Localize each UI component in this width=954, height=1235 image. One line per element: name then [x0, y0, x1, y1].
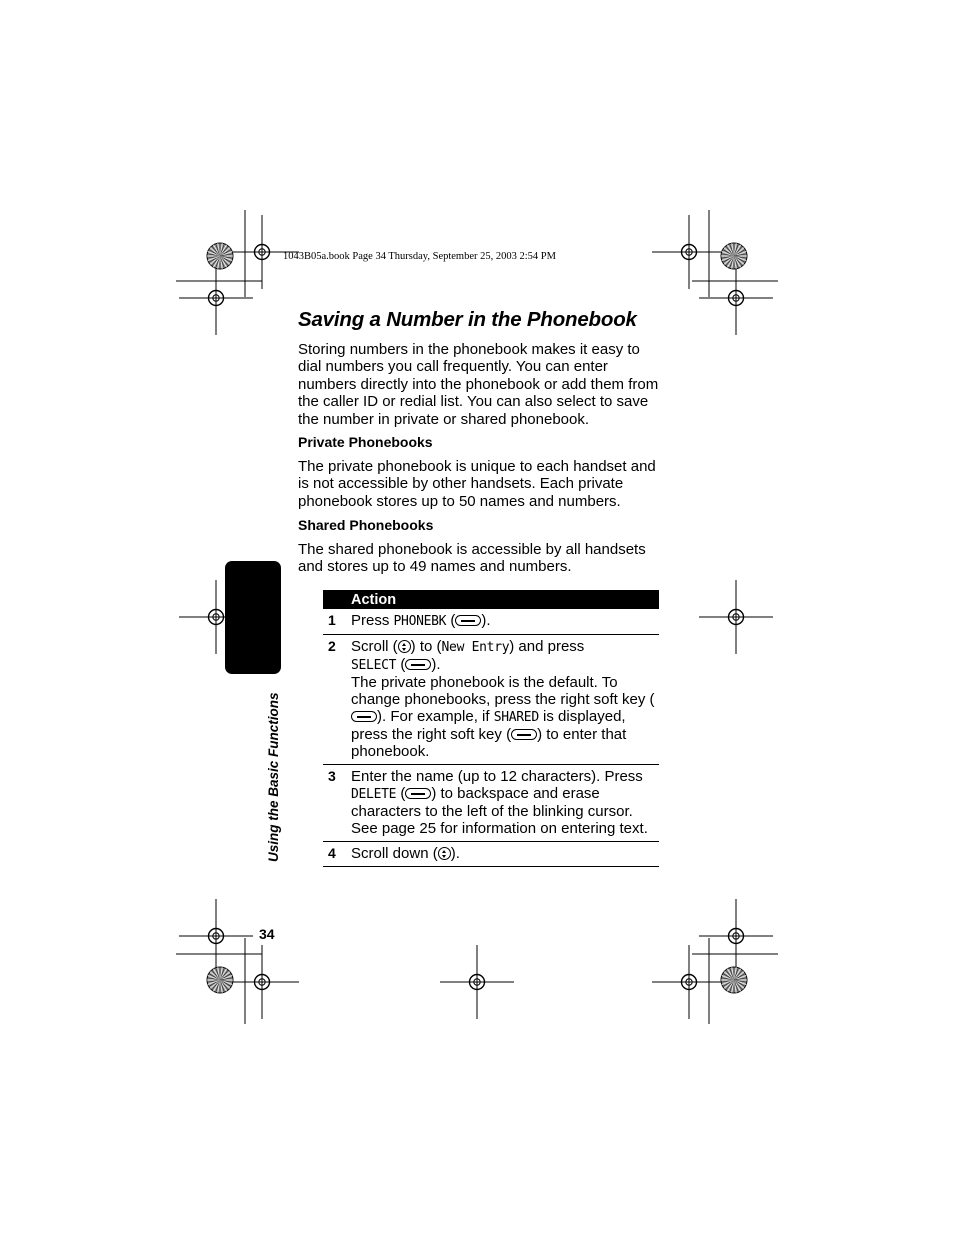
registration-starburst-icon: [721, 243, 747, 269]
side-section-label: Using the Basic Functions: [266, 692, 281, 862]
registration-starburst-icon: [721, 967, 747, 993]
display-text: PHONEBK: [393, 614, 447, 629]
registration-starburst-icon: [207, 243, 233, 269]
registration-crosshair-icon: [699, 261, 773, 335]
step-number: 4: [323, 842, 351, 867]
table-row: [323, 765, 659, 842]
step-number: 3: [323, 765, 351, 842]
step-number: 1: [323, 609, 351, 635]
step-text: Enter the name (up to 12 characters). Press DELETE ( ) to backspace and erase characters to the left of the blinking cursor. See page 25 for information on entering text.: [351, 765, 659, 842]
table-row: [323, 635, 659, 765]
registration-crosshair-icon: [179, 261, 253, 335]
step-text: Press PHONEBK ( ).: [351, 609, 659, 635]
registration-crosshair-icon: [440, 945, 514, 1019]
display-text: DELETE: [351, 787, 397, 802]
soft-key-icon: [455, 615, 481, 626]
page-title: Saving a Number in the Phonebook: [298, 308, 637, 331]
display-text: SHARED: [493, 710, 539, 725]
intro-paragraph: Storing numbers in the phonebook makes it easy to dial numbers you call frequently. You can enter numbers directly into the phonebook or add them from the caller ID or redial list. You can also select to save the number in private or shared phonebook.: [298, 341, 659, 428]
registration-starburst-icon: [207, 967, 233, 993]
step-text: Scroll ( ) to (New Entry) and press SELECT ( ). The private phonebook is the default. To change phonebooks, press the right soft key (). For example, if SHARED is displayed, press the right soft key ( ) to enter that phonebook.: [351, 635, 659, 765]
table-row: [323, 842, 659, 867]
soft-key-icon: [351, 711, 377, 722]
private-phonebooks-heading: Private Phonebooks: [298, 434, 433, 450]
display-text: New Entry: [441, 640, 510, 655]
step-text: Scroll down ( ).: [351, 842, 659, 867]
display-text: SELECT: [351, 658, 397, 673]
shared-phonebooks-text: The shared phonebook is accessible by all handsets and stores up to 49 names and numbers.: [298, 541, 646, 576]
action-header: Action: [351, 590, 659, 609]
step-number: 2: [323, 635, 351, 765]
table-row: [323, 609, 659, 635]
nav-key-icon: [438, 847, 451, 860]
registration-crosshair-icon: [652, 945, 726, 1019]
soft-key-icon: [405, 788, 431, 799]
registration-crosshair-icon: [652, 215, 726, 289]
soft-key-icon: [405, 659, 431, 670]
page-number: 34: [259, 926, 275, 942]
action-table: [323, 590, 659, 867]
registration-crosshair-icon: [699, 899, 773, 973]
file-header-line: 1043B05a.book Page 34 Thursday, September 25, 2003 2:54 PM: [283, 251, 556, 262]
registration-crosshair-icon: [699, 580, 773, 654]
nav-key-icon: [398, 640, 411, 653]
registration-crosshair-icon: [179, 899, 253, 973]
registration-crosshair-icon: [225, 945, 299, 1019]
private-phonebooks-text: The private phonebook is unique to each handset and is not accessible by other handsets. Each private phonebook stores up to 50 names and numbers.: [298, 458, 656, 510]
soft-key-icon: [511, 729, 537, 740]
section-tab: [225, 561, 281, 674]
shared-phonebooks-heading: Shared Phonebooks: [298, 517, 434, 533]
